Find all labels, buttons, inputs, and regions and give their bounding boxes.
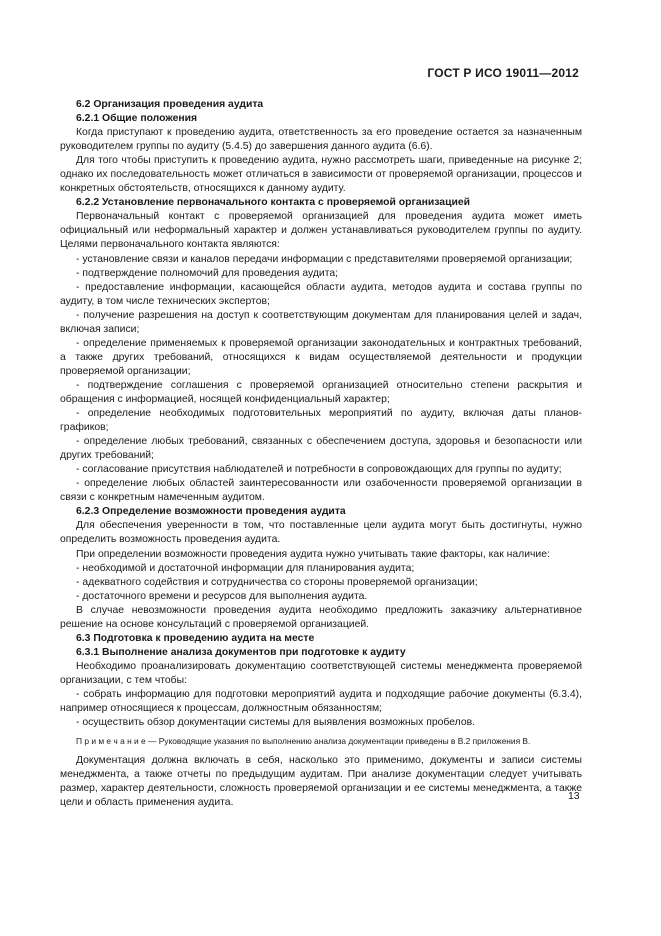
section-heading: 6.2.1 Общие положения <box>76 113 198 125</box>
body-paragraph: Для того чтобы приступить к проведению аудита, нужно рассмотреть шаги, приведенные на рисунке 2; однако их последовательность может отличаться в зависимости от проверяемой организации, процессов и конкретных обстоятельств, относящихся к данному аудиту. <box>60 155 582 195</box>
body-paragraph: Первоначальный контакт с проверяемой организацией для проведения аудита может иметь официальный или неформальный характер и должен устанавливаться руководителем группы по аудиту. Целями первоначального контакта являются: <box>60 211 582 251</box>
body-paragraph: - предоставление информации, касающейся области аудита, методов аудита и состава группы по аудиту, в том числе технических экспертов; <box>60 281 582 307</box>
body-paragraph: При определении возможности проведения аудита нужно учитывать такие факторы, как наличие: <box>76 548 550 560</box>
body-paragraph: - собрать информацию для подготовки мероприятий аудита и подходящие рабочие документы (6.3.4), например относящиеся к процессам, должностным обязанностям; <box>60 688 582 715</box>
body-paragraph: - достаточного времени и ресурсов для выполнения аудита. <box>76 590 368 602</box>
body-paragraph: - установление связи и каналов передачи информации с представителями проверяемой организации; <box>76 253 573 265</box>
body-paragraph: - осуществить обзор документации системы для выявления возможных пробелов. <box>76 717 476 729</box>
body-paragraph: - адекватного содействия и сотрудничества со стороны проверяемой организации; <box>76 576 478 588</box>
body-paragraph: Необходимо проанализировать документацию соответствующей системы менеджмента проверяемой организации, с тем чтобы: <box>60 660 582 686</box>
section-heading: 6.2 Организация проведения аудита <box>76 99 264 110</box>
body-paragraph: В случае невозможности проведения аудита необходимо предложить заказчику альтернативное решение на основе консультаций с проверяемой организацией. <box>60 604 582 630</box>
body-paragraph: - определение необходимых подготовительных мероприятий по аудиту, включая даты планов-графиков; <box>60 408 582 434</box>
section-heading: 6.2.2 Установление первоначального контакта с проверяемой организацией <box>76 197 471 209</box>
body-paragraph: Для обеспечения уверенности в том, что поставленные цели аудита могут быть достигнуты, нужно определить возможность проведения аудита. <box>60 520 582 546</box>
body-paragraph: Когда приступают к проведению аудита, ответственность за его проведение остается за назначенным руководителем группы по аудиту (5.4.5) до завершения данного аудита (6.6). <box>60 127 582 153</box>
body-paragraph: - получение разрешения на доступ к соответствующим документам для планирования целей и задач, включая записи; <box>60 309 582 335</box>
body-paragraph: - необходимой и достаточной информации для планирования аудита; <box>76 562 415 574</box>
document-body <box>60 98 582 810</box>
section-heading: 6.3 Подготовка к проведению аудита на месте <box>76 632 315 644</box>
body-paragraph: - определение любых областей заинтересованности или озабоченности проверяемой организации в связи с конкретным намеченным аудитом. <box>60 478 582 504</box>
body-paragraph: - подтверждение соглашения с проверяемой организацией относительно степени раскрытия и обращения с информацией, носящей конфиденциальный характер; <box>60 379 582 405</box>
body-paragraph: Документация должна включать в себя, насколько это применимо, документы и записи системы менеджмента, а также отчеты по предыдущим аудитам. При анализе документации следует учитывать размер, характер деятельности, сложность проверяемой организации и ее системы менеджмента, а также цели и область применения аудита. <box>60 754 582 808</box>
note-paragraph: П р и м е ч а н и е — Руководящие указания по выполнению анализа документации приведены в В.2 приложения В. <box>76 736 531 747</box>
page-number: 13 <box>568 791 580 802</box>
body-paragraph: - определение применяемых к проверяемой организации законодательных и контрактных требований, а также других требований, относящихся к видам осуществляемой деятельности и продукции проверяемой организации; <box>60 337 582 377</box>
body-paragraph: - подтверждение полномочий для проведения аудита; <box>76 267 339 279</box>
body-paragraph: - определение любых требований, связанных с обеспечением доступа, здоровья и безопасности или других требований; <box>60 436 582 462</box>
body-paragraph: - согласование присутствия наблюдателей и потребности в сопровождающих для группы по аудиту; <box>76 464 562 476</box>
section-heading: 6.2.3 Определение возможности проведения аудита <box>76 506 346 518</box>
section-heading: 6.3.1 Выполнение анализа документов при подготовке к аудиту <box>76 646 406 658</box>
document-header: ГОСТ Р ИСО 19011—2012 <box>427 66 579 80</box>
